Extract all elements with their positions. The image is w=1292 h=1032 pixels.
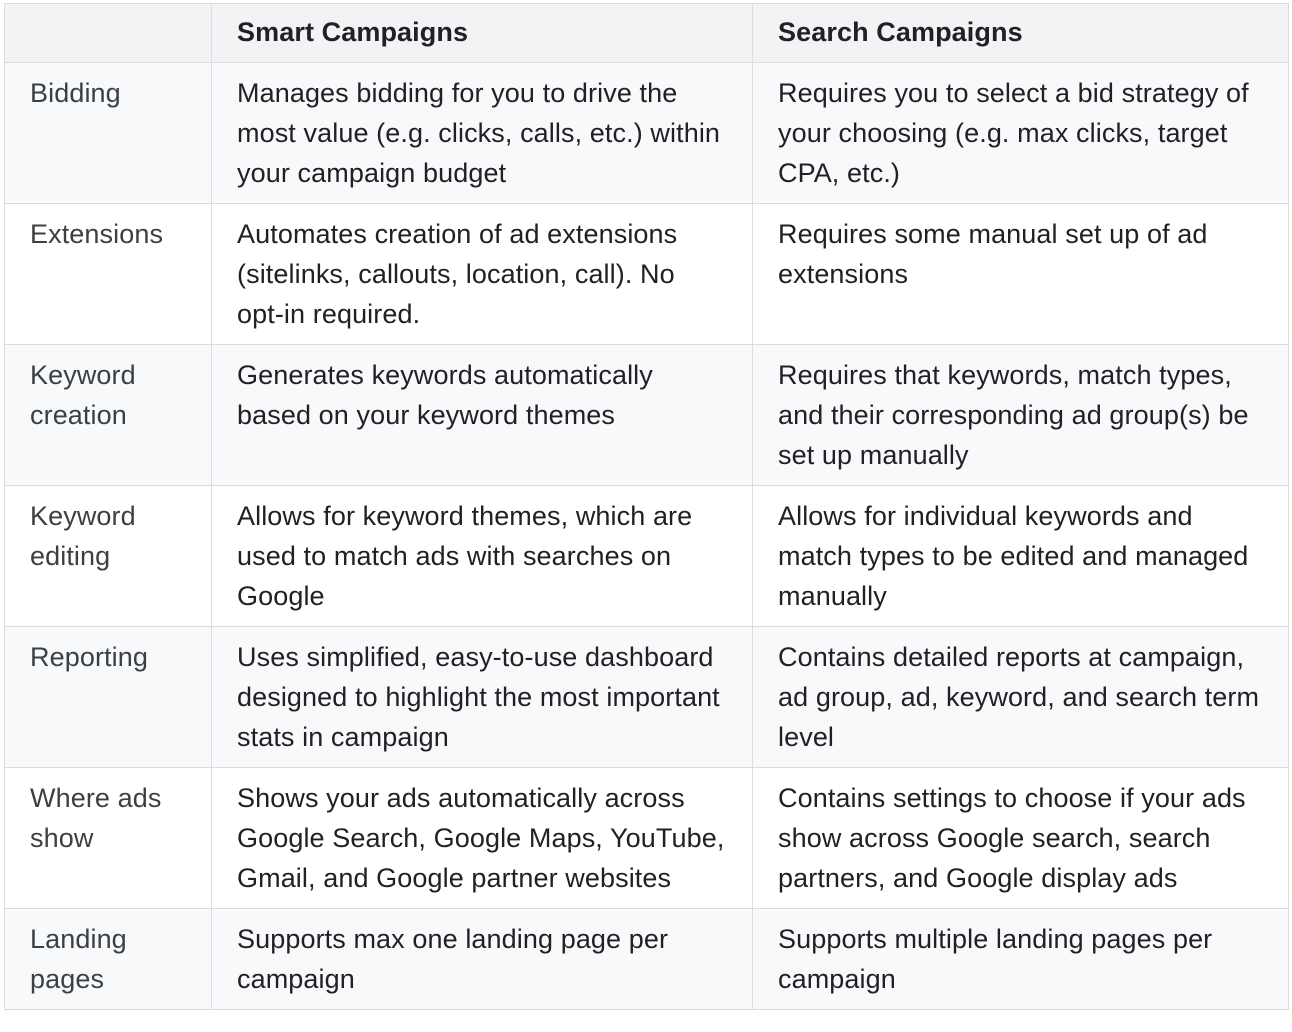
header-empty-cell — [5, 4, 212, 63]
row-label-keyword-creation: Keyword creation — [5, 345, 212, 486]
smart-cell-bidding: Manages bidding for you to drive the most value (e.g. clicks, calls, etc.) within your campaign budget — [212, 63, 753, 204]
table-row — [5, 486, 1289, 627]
table-row — [5, 909, 1289, 1010]
table-header-row — [5, 4, 1289, 63]
row-label-bidding: Bidding — [5, 63, 212, 204]
row-label-where-ads-show: Where ads show — [5, 768, 212, 909]
smart-cell-reporting: Uses simplified, easy-to-use dashboard designed to highlight the most important stats in campaign — [212, 627, 753, 768]
search-cell-landing-pages: Supports multiple landing pages per campaign — [753, 909, 1289, 1010]
row-label-extensions: Extensions — [5, 204, 212, 345]
search-cell-bidding: Requires you to select a bid strategy of your choosing (e.g. max clicks, target CPA, etc.) — [753, 63, 1289, 204]
row-label-reporting: Reporting — [5, 627, 212, 768]
table-row — [5, 345, 1289, 486]
comparison-table-container — [4, 3, 1288, 1010]
header-search-campaigns: Search Campaigns — [753, 4, 1289, 63]
smart-cell-extensions: Automates creation of ad extensions (sitelinks, callouts, location, call). No opt-in required. — [212, 204, 753, 345]
table-row — [5, 768, 1289, 909]
header-smart-campaigns: Smart Campaigns — [212, 4, 753, 63]
smart-cell-keyword-editing: Allows for keyword themes, which are used to match ads with searches on Google — [212, 486, 753, 627]
search-cell-keyword-editing: Allows for individual keywords and match types to be edited and managed manually — [753, 486, 1289, 627]
smart-cell-keyword-creation: Generates keywords automatically based on your keyword themes — [212, 345, 753, 486]
row-label-landing-pages: Landing pages — [5, 909, 212, 1010]
search-cell-extensions: Requires some manual set up of ad extensions — [753, 204, 1289, 345]
comparison-table — [4, 3, 1289, 1010]
smart-cell-landing-pages: Supports max one landing page per campaign — [212, 909, 753, 1010]
search-cell-where-ads-show: Contains settings to choose if your ads show across Google search, search partners, and Google display ads — [753, 768, 1289, 909]
table-row — [5, 204, 1289, 345]
table-row — [5, 63, 1289, 204]
row-label-keyword-editing: Keyword editing — [5, 486, 212, 627]
search-cell-reporting: Contains detailed reports at campaign, ad group, ad, keyword, and search term level — [753, 627, 1289, 768]
table-row — [5, 627, 1289, 768]
smart-cell-where-ads-show: Shows your ads automatically across Google Search, Google Maps, YouTube, Gmail, and Google partner websites — [212, 768, 753, 909]
search-cell-keyword-creation: Requires that keywords, match types, and their corresponding ad group(s) be set up manually — [753, 345, 1289, 486]
